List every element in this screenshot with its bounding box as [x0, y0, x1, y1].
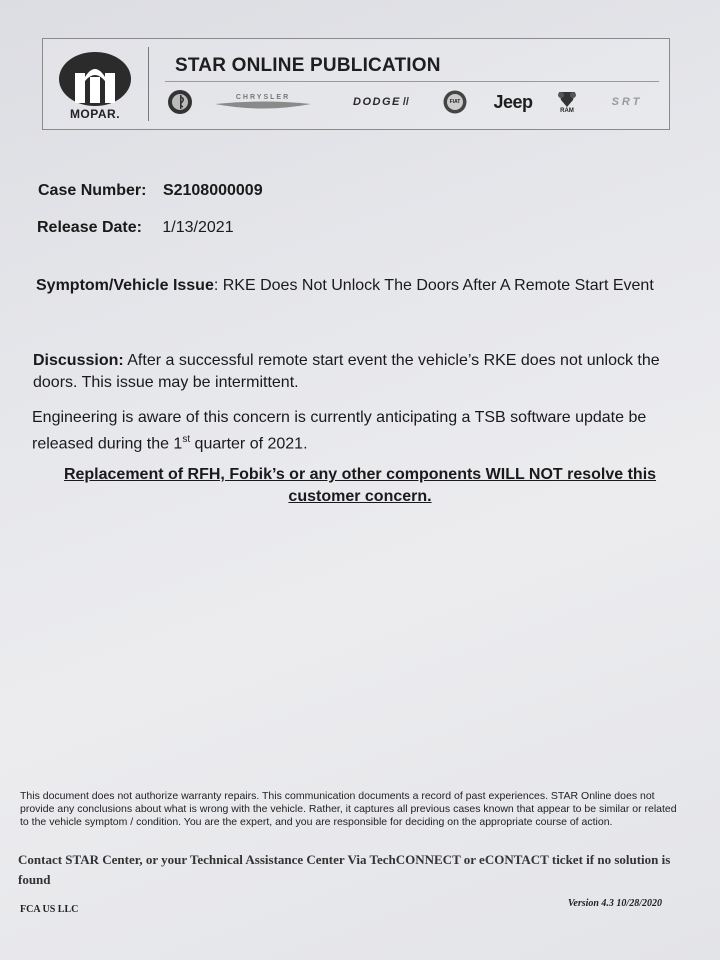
alfa-romeo-logo — [165, 85, 195, 119]
release-date-label: Release Date: — [37, 219, 142, 236]
header-divider — [148, 47, 149, 121]
ram-logo: RAM — [553, 85, 581, 119]
discussion-paragraph — [33, 350, 681, 394]
engineering-text: Engineering is aware of this concern is currently anticipating a TSB software update be released during the 1 — [32, 409, 647, 453]
disclaimer-text: This document does not authorize warranty repairs. This communication documents a record of past experiences. STAR Online does not provide any conclusions about what is wrong with the vehicle. Rather, it captures all previous cases known that appear to be similar or related to the vehicle symptom / condition. You are the expert, and you are responsible for deciding on the appropriate course of action. — [20, 790, 677, 828]
title-rule — [165, 81, 659, 82]
chrysler-wings-icon — [215, 101, 311, 111]
contact-text: Contact STAR Center, or your Technical Assistance Center Via TechCONNECT or eCONTACT ticket if no solution is found — [18, 852, 671, 887]
case-number-value: S2108000009 — [162, 182, 263, 199]
dodge-logo: DODGE // — [353, 96, 409, 108]
symptom-paragraph — [36, 275, 662, 297]
publication-header — [42, 38, 670, 130]
dodge-stripes-icon: // — [402, 96, 409, 108]
engineering-paragraph — [32, 407, 700, 455]
case-number-row — [38, 182, 263, 200]
fiat-logo: FIAT — [441, 85, 469, 119]
jeep-logo: Jeep — [493, 91, 533, 112]
mopar-m-icon — [53, 47, 137, 107]
discussion-text: After a successful remote start event the vehicle’s RKE does not unlock the doors. This issue may be intermittent. — [33, 352, 660, 391]
company-name: FCA US LLC — [20, 904, 79, 915]
symptom-label: Symptom/Vehicle Issue — [36, 277, 214, 294]
publication-title: STAR ONLINE PUBLICATION — [175, 55, 441, 76]
chrysler-logo: CHRYSLER — [215, 85, 311, 119]
warning-notice: Replacement of RFH, Fobik’s or any other components WILL NOT resolve this customer concern. — [63, 466, 657, 505]
alfa-romeo-icon — [166, 88, 194, 116]
release-date-row — [37, 219, 234, 237]
srt-logo: SRT — [611, 96, 643, 108]
brand-logo-row — [165, 85, 665, 119]
ram-head-icon — [557, 90, 577, 108]
symptom-text: : RKE Does Not Unlock The Doors After A Remote Start Event — [213, 277, 654, 294]
engineering-text-end: quarter of 2021. — [190, 435, 308, 453]
engineering-superscript: st — [182, 434, 191, 445]
case-number-label: Case Number: — [38, 182, 147, 199]
version-text: Version 4.3 10/28/2020 — [567, 898, 662, 909]
mopar-wordmark: MOPAR. — [69, 107, 121, 121]
discussion-label: Discussion: — [33, 352, 124, 369]
release-date-value: 1/13/2021 — [162, 219, 234, 236]
mopar-logo — [53, 47, 137, 127]
